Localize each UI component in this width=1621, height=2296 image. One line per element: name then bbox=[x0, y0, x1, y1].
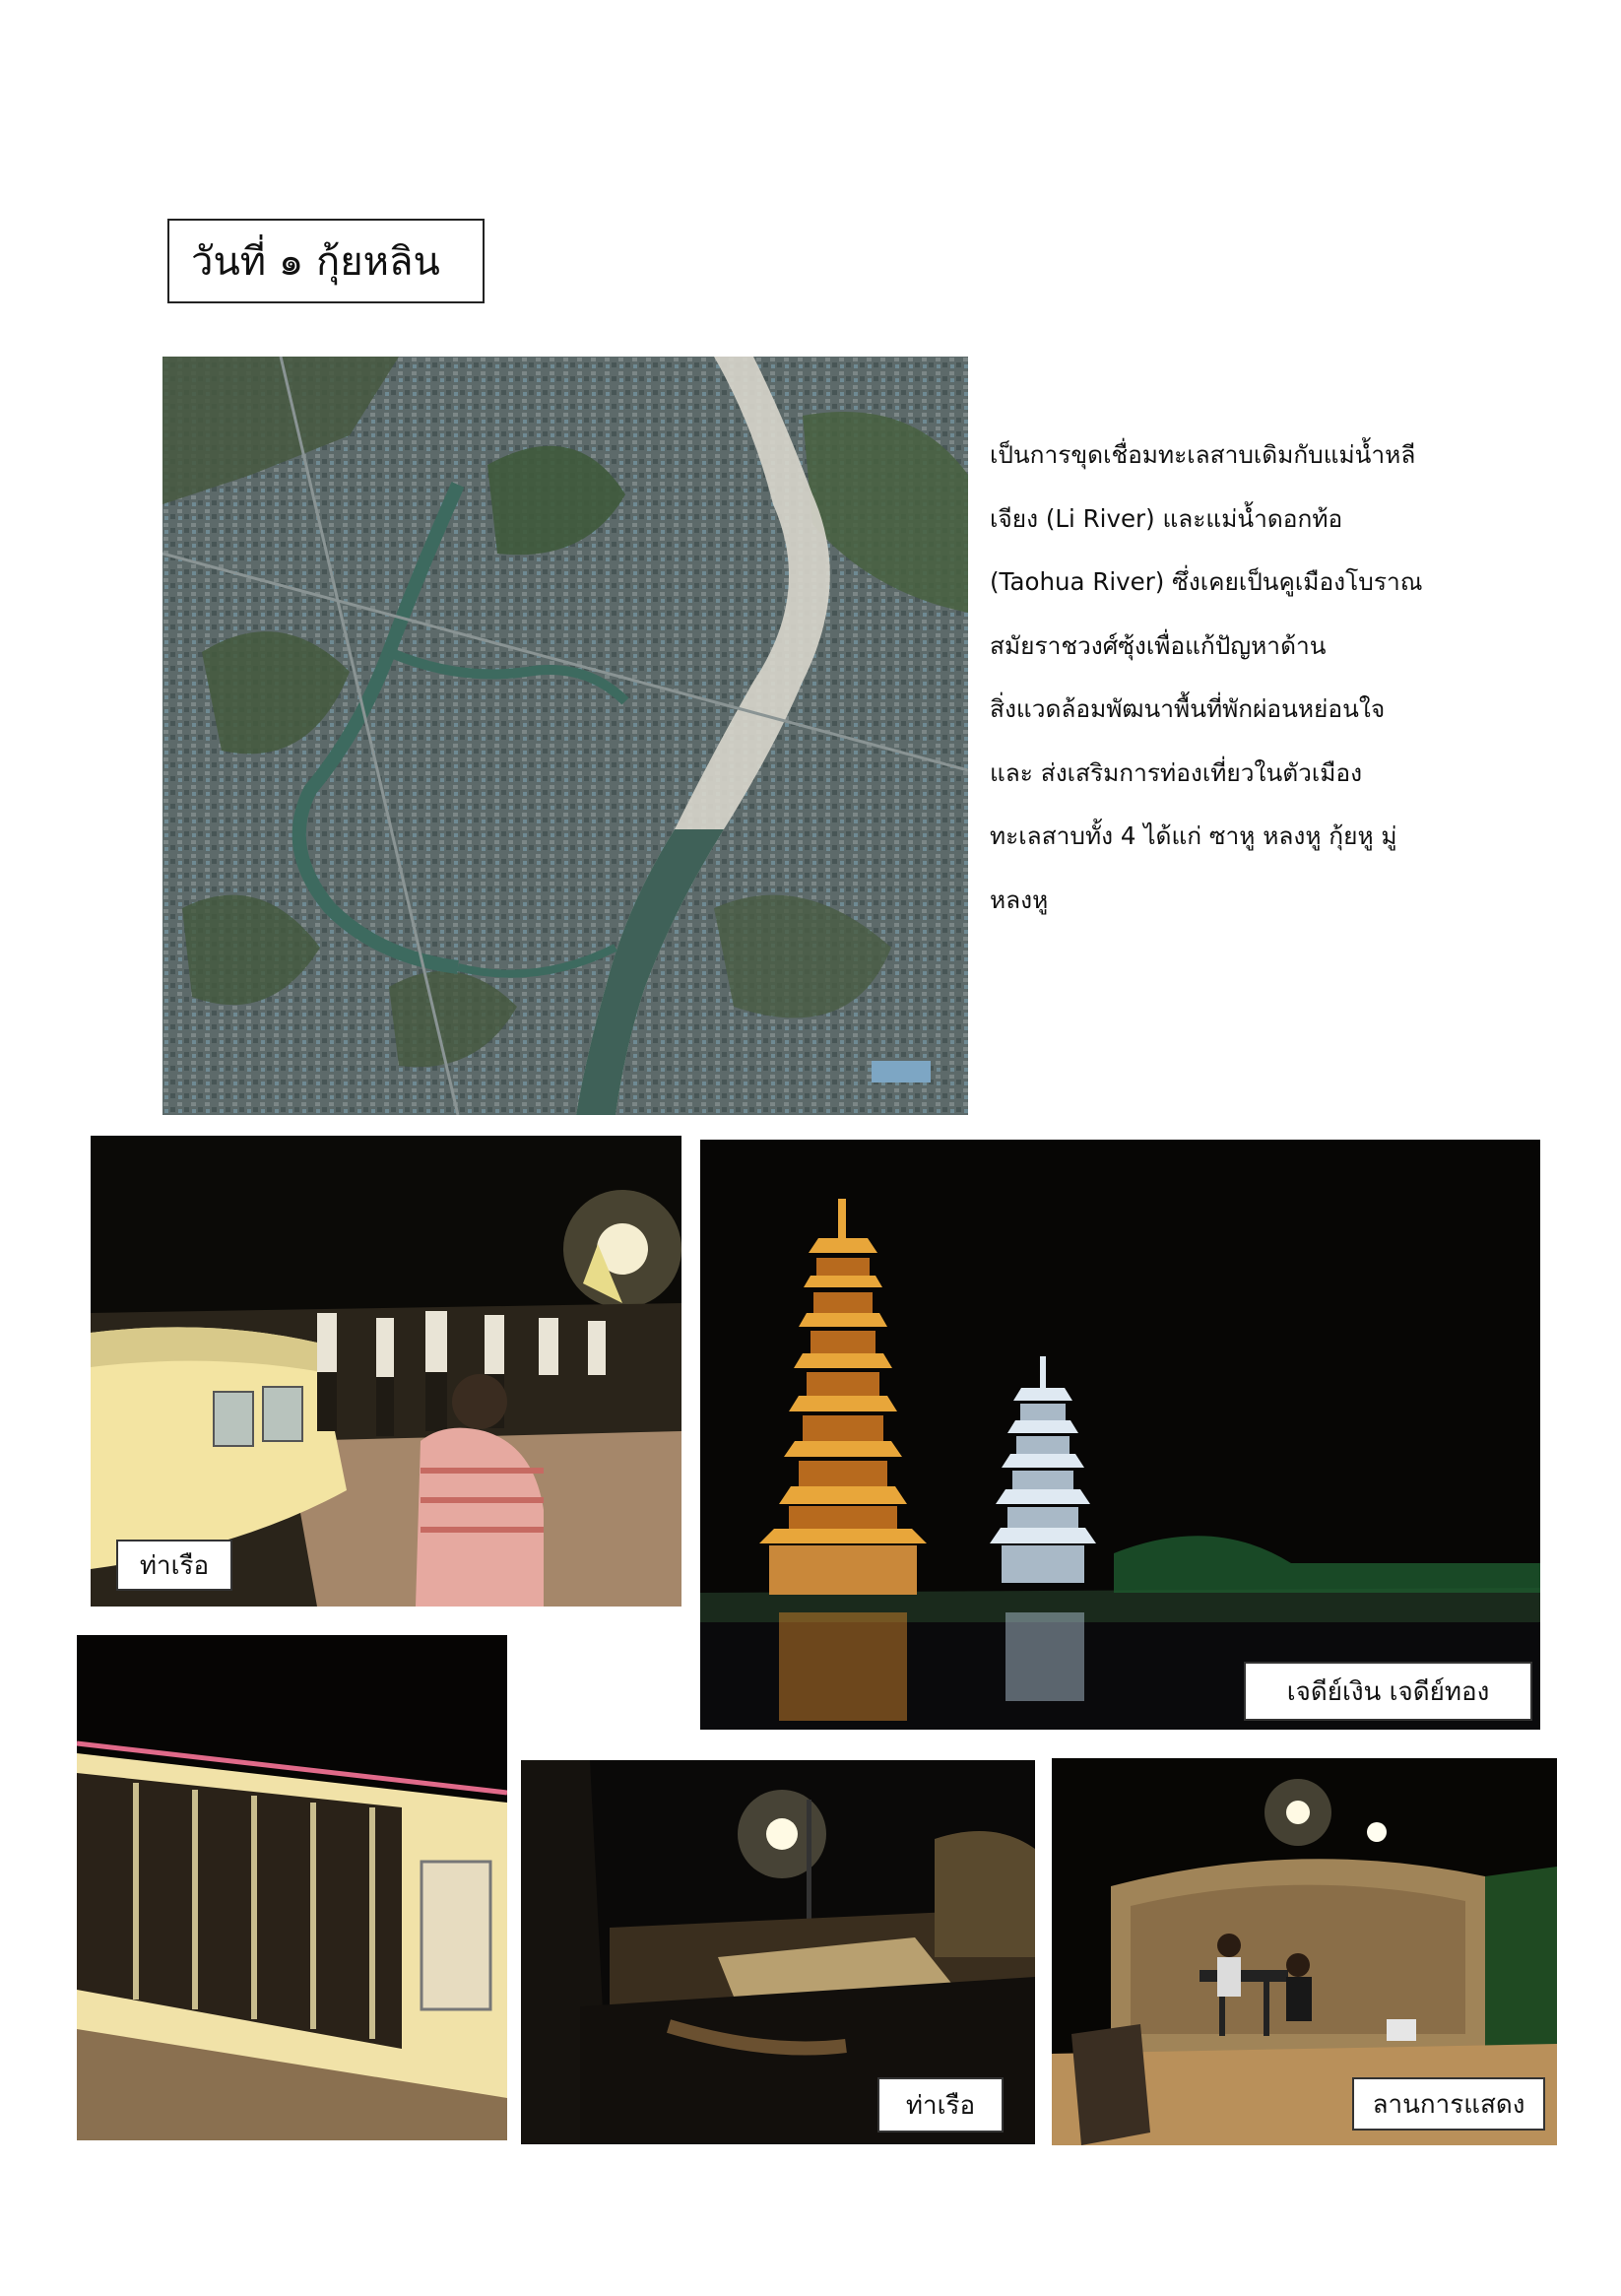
description-line: เป็นการขุดเชื่อมทะเลสาบเดิมกับแม่น้ำหลี bbox=[990, 440, 1416, 469]
pagodas-caption-text: เจดีย์เงิน เจดีย์ทอง bbox=[1286, 1676, 1490, 1707]
boat-image bbox=[77, 1635, 507, 2140]
description-text bbox=[990, 424, 1482, 932]
satellite-map-photo bbox=[162, 357, 968, 1115]
pier-night-caption-text: ท่าเรือ bbox=[905, 2090, 976, 2121]
page-title-text: วันที่ ๑ กุ้ยหลิน bbox=[191, 239, 440, 285]
description-line: เจียง (Li River) และแม่น้ำดอกท้อ bbox=[990, 503, 1343, 533]
pagodas-caption bbox=[1244, 1662, 1532, 1721]
pier-crowd-image bbox=[91, 1136, 681, 1607]
pier-crowd-caption-text: ท่าเรือ bbox=[139, 1550, 210, 1581]
pagodas-photo bbox=[700, 1140, 1540, 1730]
satellite-map-image bbox=[162, 357, 968, 1115]
page-title bbox=[167, 219, 485, 303]
pier-crowd-photo bbox=[91, 1136, 681, 1607]
stage-caption-text: ลานการแสดง bbox=[1372, 2089, 1525, 2120]
pagodas-image bbox=[700, 1140, 1540, 1730]
description-line: (Taohua River) ซึ่งเคยเป็นคูเมืองโบราณ bbox=[990, 567, 1423, 596]
stage-caption bbox=[1352, 2077, 1545, 2131]
boat-photo bbox=[77, 1635, 507, 2140]
description-line: สิ่งแวดล้อมพัฒนาพื้นที่พักผ่อนหย่อนใจ bbox=[990, 694, 1386, 723]
description-line: สมัยราชวงศ์ซุ้งเพื่อแก้ปัญหาด้าน bbox=[990, 630, 1327, 660]
pier-crowd-caption bbox=[116, 1540, 232, 1591]
pier-night-caption bbox=[877, 2077, 1004, 2132]
description-line: หลงหู bbox=[990, 885, 1049, 914]
description-line: ทะเลสาบทั้ง 4 ได้แก่ ซาหู หลงหู กุ้ยหู มู่ bbox=[990, 821, 1397, 850]
description-line: และ ส่งเสริมการท่องเที่ยวในตัวเมือง bbox=[990, 757, 1363, 787]
